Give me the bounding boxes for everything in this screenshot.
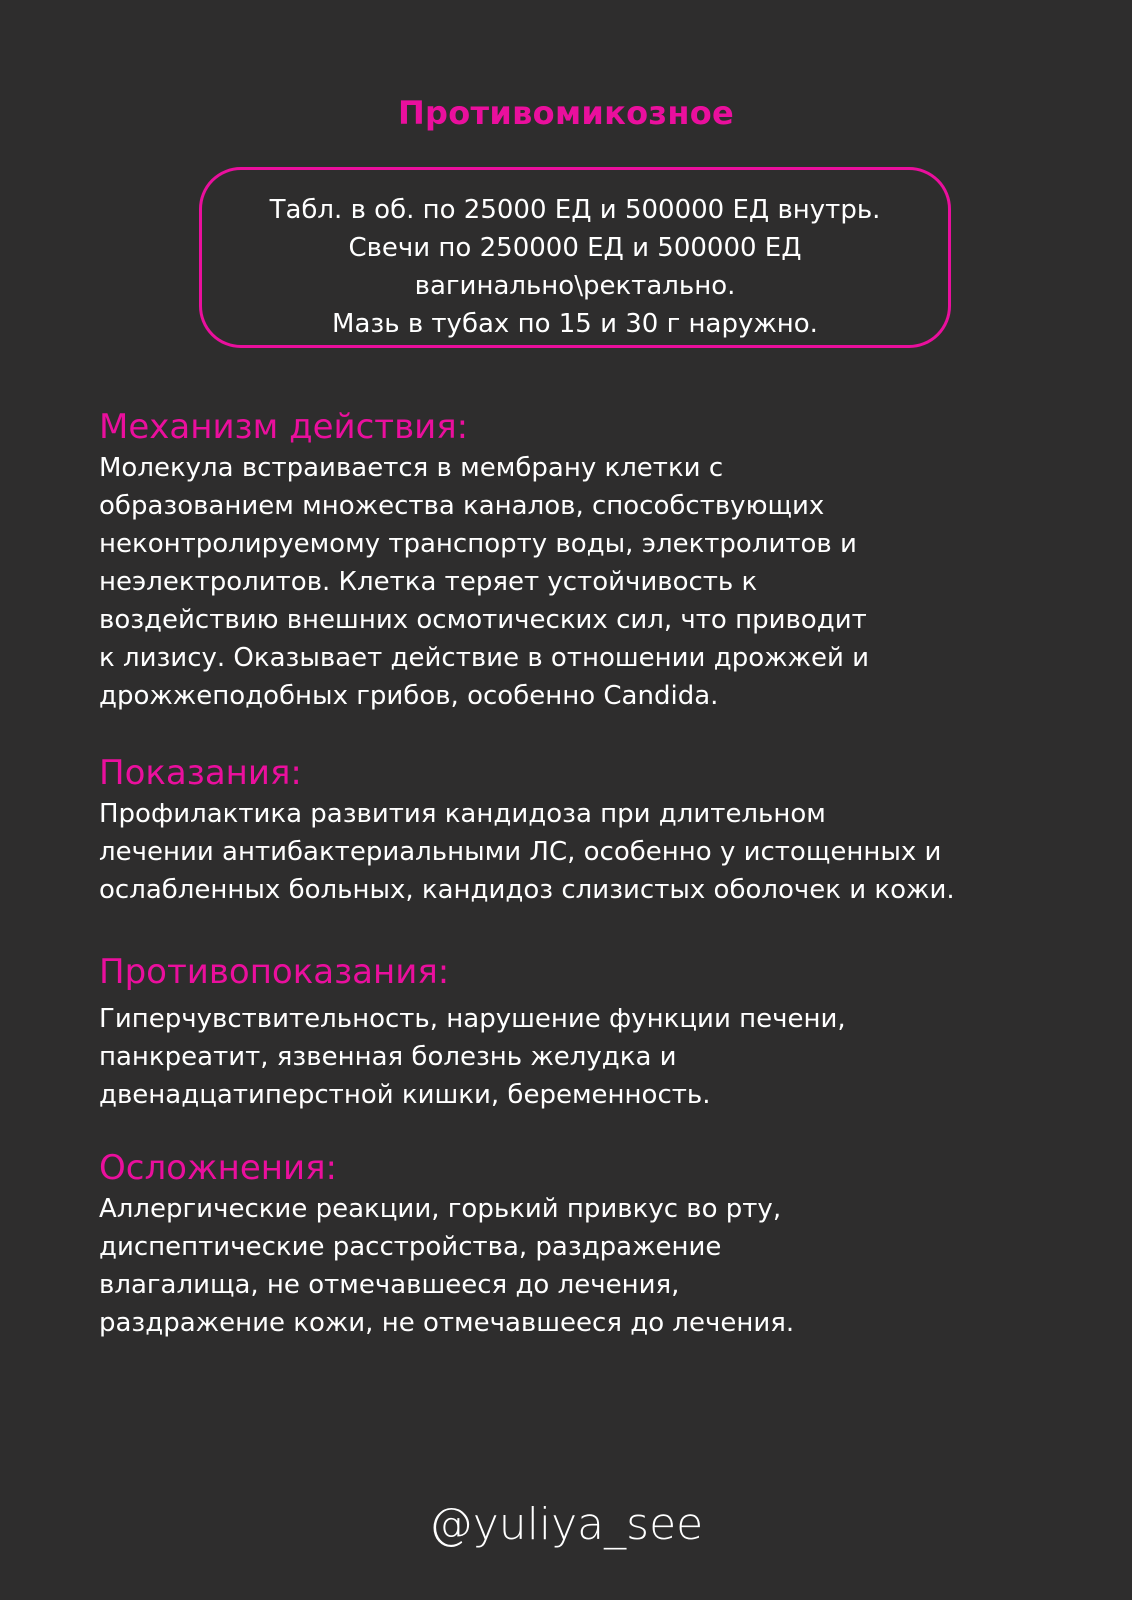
dosage-form-line: Табл. в об. по 25000 ЕД и 500000 ЕД внутрь. <box>269 195 881 225</box>
body-line: к лизису. Оказывает действие в отношении дрожжей и <box>99 643 870 673</box>
section-body-mechanism <box>99 449 1119 715</box>
dosage-form-line: Мазь в тубах по 15 и 30 г наружно. <box>332 309 818 339</box>
body-line: Молекула встраивается в мембрану клетки с <box>99 453 724 483</box>
section-heading-complications: Осложнения: <box>99 1148 337 1188</box>
section-body-complications <box>99 1190 1119 1342</box>
section-body-contraindications <box>99 1000 1119 1114</box>
section-mechanism <box>99 405 1119 715</box>
body-line: влагалища, не отмечавшееся до лечения, <box>99 1270 680 1300</box>
section-complications <box>99 1146 1119 1342</box>
body-line: ослабленных больных, кандидоз слизистых оболочек и кожи. <box>99 875 955 905</box>
body-line: Аллергические реакции, горький привкус во рту, <box>99 1194 782 1224</box>
section-indications <box>99 751 1119 909</box>
body-line: неконтролируемому транспорту воды, электролитов и <box>99 529 857 559</box>
body-line: неэлектролитов. Клетка теряет устойчивость к <box>99 567 758 597</box>
body-line: диспептические расстройства, раздражение <box>99 1232 722 1262</box>
author-handle: @yuliya_see <box>428 1499 704 1550</box>
body-line: Профилактика развития кандидоза при длительном <box>99 799 826 829</box>
dosage-form-line: вагинально\ректально. <box>414 271 736 301</box>
body-line: дрожжеподобных грибов, особенно Candida. <box>99 681 719 711</box>
section-heading-mechanism: Механизм действия: <box>99 407 469 447</box>
section-heading-indications: Показания: <box>99 753 302 793</box>
body-line: образованием множества каналов, способствующих <box>99 491 825 521</box>
section-body-indications <box>99 795 1119 909</box>
page-title: Противомикозное <box>397 94 735 132</box>
dosage-form-line: Свечи по 250000 ЕД и 500000 ЕД <box>348 233 802 263</box>
dosage-forms-box <box>199 167 951 348</box>
section-contraindications <box>99 950 1119 1114</box>
section-heading-contraindications: Противопоказания: <box>99 952 450 992</box>
body-line: двенадцатиперстной кишки, беременность. <box>99 1080 711 1110</box>
body-line: панкреатит, язвенная болезнь желудка и <box>99 1042 677 1072</box>
body-line: лечении антибактериальными ЛС, особенно у истощенных и <box>99 837 942 867</box>
body-line: Гиперчувствительность, нарушение функции печени, <box>99 1004 846 1034</box>
body-line: раздражение кожи, не отмечавшееся до лечения. <box>99 1308 795 1338</box>
body-line: воздействию внешних осмотических сил, что приводит <box>99 605 867 635</box>
